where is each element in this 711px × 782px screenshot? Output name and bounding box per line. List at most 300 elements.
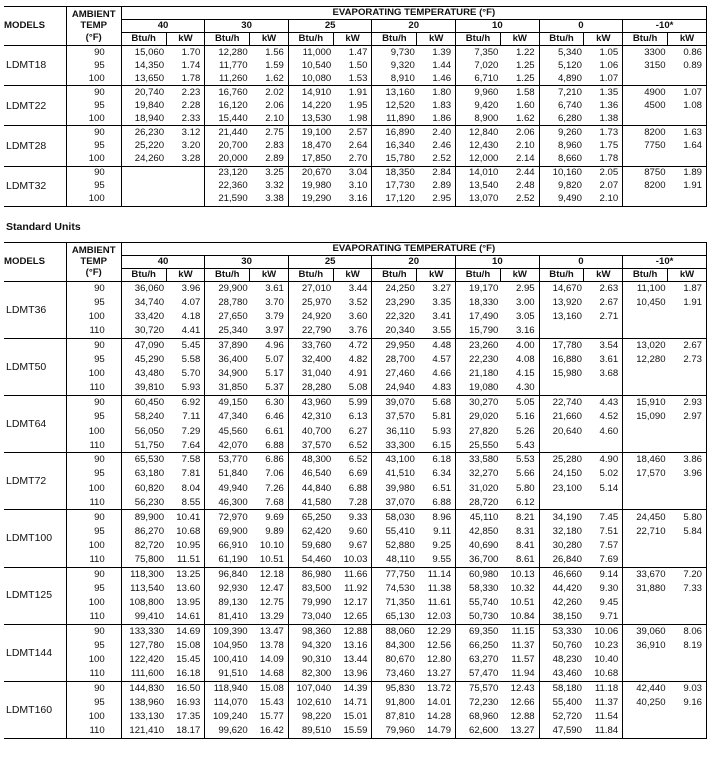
btu-value-cell: 16,760 bbox=[205, 86, 250, 99]
btu-value-cell: 40,690 bbox=[456, 539, 501, 553]
btu-value-cell bbox=[539, 324, 584, 338]
btu-value-cell: 37,570 bbox=[288, 438, 333, 452]
btu-value-cell: 100,410 bbox=[205, 653, 250, 667]
kw-unit-header: kW bbox=[250, 268, 289, 281]
kw-value-cell: 5.16 bbox=[500, 410, 539, 424]
evap-temp-header: 30 bbox=[205, 255, 289, 268]
btu-value-cell: 8,960 bbox=[539, 139, 584, 152]
kw-value-cell: 1.39 bbox=[417, 46, 456, 59]
btu-value-cell: 33,580 bbox=[456, 453, 501, 467]
ambient-temp-cell: 110 bbox=[66, 610, 121, 624]
btu-value-cell: 9,260 bbox=[539, 126, 584, 139]
kw-value-cell bbox=[668, 381, 707, 395]
kw-value-cell: 11.37 bbox=[584, 696, 623, 710]
btu-value-cell: 60,450 bbox=[121, 396, 166, 410]
ambient-temp-cell: 110 bbox=[66, 381, 121, 395]
kw-value-cell: 9.16 bbox=[668, 696, 707, 710]
btu-value-cell: 133,330 bbox=[121, 624, 166, 638]
kw-value-cell: 4.07 bbox=[166, 295, 205, 309]
btu-value-cell bbox=[623, 481, 668, 495]
kw-value-cell: 4.82 bbox=[333, 353, 372, 367]
btu-value-cell: 91,800 bbox=[372, 696, 417, 710]
model-name: LDMT22 bbox=[4, 86, 66, 126]
btu-value-cell: 122,420 bbox=[121, 653, 166, 667]
ambient-temp-cell: 95 bbox=[66, 353, 121, 367]
table-row bbox=[4, 153, 707, 166]
kw-value-cell: 10.06 bbox=[584, 624, 623, 638]
kw-value-cell: 2.02 bbox=[250, 86, 289, 99]
btu-value-cell: 86,270 bbox=[121, 524, 166, 538]
kw-value-cell: 2.70 bbox=[333, 153, 372, 166]
kw-value-cell: 7.69 bbox=[584, 553, 623, 567]
kw-value-cell: 2.44 bbox=[500, 166, 539, 179]
btu-value-cell: 17,120 bbox=[372, 193, 417, 206]
kw-value-cell: 4.48 bbox=[417, 338, 456, 352]
btu-value-cell: 14,010 bbox=[456, 166, 501, 179]
btu-value-cell: 121,410 bbox=[121, 724, 166, 738]
btu-value-cell: 31,040 bbox=[288, 367, 333, 381]
kw-value-cell: 4.18 bbox=[166, 310, 205, 324]
kw-value-cell bbox=[668, 710, 707, 724]
btu-value-cell: 22,230 bbox=[456, 353, 501, 367]
kw-value-cell bbox=[668, 367, 707, 381]
table-row bbox=[4, 724, 707, 738]
kw-value-cell: 5.26 bbox=[500, 424, 539, 438]
kw-value-cell: 1.89 bbox=[668, 166, 707, 179]
btu-value-cell: 32,180 bbox=[539, 524, 584, 538]
btu-value-cell: 30,720 bbox=[121, 324, 166, 338]
kw-value-cell: 2.95 bbox=[417, 193, 456, 206]
btu-value-cell: 8200 bbox=[623, 179, 668, 192]
btu-value-cell: 111,600 bbox=[121, 667, 166, 681]
kw-value-cell: 2.28 bbox=[166, 99, 205, 112]
kw-value-cell: 3.52 bbox=[333, 295, 372, 309]
btu-value-cell: 91,510 bbox=[205, 667, 250, 681]
btu-value-cell: 46,540 bbox=[288, 467, 333, 481]
kw-value-cell: 3.12 bbox=[166, 126, 205, 139]
kw-value-cell: 3.27 bbox=[417, 281, 456, 295]
kw-value-cell: 6.27 bbox=[333, 424, 372, 438]
kw-value-cell: 8.61 bbox=[500, 553, 539, 567]
kw-value-cell: 4.00 bbox=[500, 338, 539, 352]
kw-value-cell: 2.97 bbox=[668, 410, 707, 424]
kw-value-cell: 13.47 bbox=[250, 624, 289, 638]
kw-value-cell: 9.67 bbox=[333, 539, 372, 553]
btu-value-cell: 39,810 bbox=[121, 381, 166, 395]
btu-value-cell: 17,780 bbox=[539, 338, 584, 352]
btu-value-cell: 16,120 bbox=[205, 99, 250, 112]
btu-unit-header: Btu/h bbox=[539, 268, 584, 281]
kw-value-cell: 2.10 bbox=[250, 112, 289, 125]
btu-value-cell: 9,730 bbox=[372, 46, 417, 59]
table-row bbox=[4, 396, 707, 410]
kw-value-cell: 2.33 bbox=[166, 112, 205, 125]
btu-value-cell: 33,760 bbox=[288, 338, 333, 352]
btu-value-cell: 41,580 bbox=[288, 496, 333, 510]
kw-value-cell: 5.99 bbox=[333, 396, 372, 410]
btu-value-cell: 25,340 bbox=[205, 324, 250, 338]
btu-value-cell: 13,020 bbox=[623, 338, 668, 352]
btu-value-cell: 23,100 bbox=[539, 481, 584, 495]
btu-value-cell: 5,120 bbox=[539, 59, 584, 72]
table-row bbox=[4, 438, 707, 452]
ambient-temp-cell: 110 bbox=[66, 667, 121, 681]
table-row bbox=[4, 624, 707, 638]
evaporating-temperature-header: EVAPORATING TEMPERATURE (°F) bbox=[121, 242, 706, 255]
btu-value-cell: 88,060 bbox=[372, 624, 417, 638]
btu-value-cell: 36,910 bbox=[623, 639, 668, 653]
btu-value-cell: 3150 bbox=[623, 59, 668, 72]
kw-value-cell: 12.88 bbox=[333, 624, 372, 638]
btu-value-cell: 30,270 bbox=[456, 396, 501, 410]
kw-value-cell: 6.34 bbox=[417, 467, 456, 481]
btu-value-cell: 45,290 bbox=[121, 353, 166, 367]
kw-value-cell: 9.71 bbox=[584, 610, 623, 624]
models-header: MODELS bbox=[4, 242, 66, 281]
kw-value-cell: 14.61 bbox=[166, 610, 205, 624]
btu-value-cell: 11,000 bbox=[288, 46, 333, 59]
kw-value-cell: 3.28 bbox=[166, 153, 205, 166]
btu-value-cell: 25,280 bbox=[539, 453, 584, 467]
ambient-temp-cell: 95 bbox=[66, 524, 121, 538]
table-row bbox=[4, 179, 707, 192]
btu-value-cell: 10,450 bbox=[623, 295, 668, 309]
btu-value-cell: 60,820 bbox=[121, 481, 166, 495]
btu-unit-header: Btu/h bbox=[623, 33, 668, 46]
kw-value-cell: 2.52 bbox=[417, 153, 456, 166]
kw-value-cell: 12.47 bbox=[250, 581, 289, 595]
btu-value-cell: 8200 bbox=[623, 126, 668, 139]
btu-value-cell: 42,440 bbox=[623, 682, 668, 696]
kw-value-cell: 7.33 bbox=[668, 581, 707, 595]
kw-value-cell: 2.75 bbox=[250, 126, 289, 139]
kw-value-cell: 11.84 bbox=[584, 724, 623, 738]
btu-value-cell: 65,530 bbox=[121, 453, 166, 467]
btu-value-cell: 45,560 bbox=[205, 424, 250, 438]
btu-value-cell: 12,000 bbox=[456, 153, 501, 166]
ambient-temp-cell: 100 bbox=[66, 539, 121, 553]
evap-temp-header: 30 bbox=[205, 20, 289, 33]
btu-value-cell: 82,300 bbox=[288, 667, 333, 681]
kw-value-cell: 10.23 bbox=[584, 639, 623, 653]
ambient-temp-cell: 100 bbox=[66, 710, 121, 724]
kw-value-cell: 6.61 bbox=[250, 424, 289, 438]
btu-value-cell: 22,360 bbox=[205, 179, 250, 192]
kw-value-cell: 1.74 bbox=[166, 59, 205, 72]
kw-value-cell: 3.54 bbox=[584, 338, 623, 352]
btu-value-cell bbox=[539, 496, 584, 510]
btu-value-cell: 20,700 bbox=[205, 139, 250, 152]
ambient-temp-cell: 100 bbox=[66, 596, 121, 610]
btu-value-cell: 31,880 bbox=[623, 581, 668, 595]
kw-value-cell: 2.10 bbox=[500, 139, 539, 152]
btu-value-cell: 53,330 bbox=[539, 624, 584, 638]
table-row bbox=[4, 596, 707, 610]
table-row bbox=[4, 338, 707, 352]
table-row bbox=[4, 46, 707, 59]
ambient-temp-cell: 90 bbox=[66, 396, 121, 410]
kw-value-cell: 7.57 bbox=[584, 539, 623, 553]
kw-value-cell: 10.95 bbox=[166, 539, 205, 553]
table-row bbox=[4, 295, 707, 309]
kw-value-cell: 2.07 bbox=[584, 179, 623, 192]
btu-value-cell: 74,530 bbox=[372, 581, 417, 595]
kw-unit-header: kW bbox=[584, 33, 623, 46]
btu-value-cell: 41,510 bbox=[372, 467, 417, 481]
kw-value-cell bbox=[668, 596, 707, 610]
kw-value-cell bbox=[668, 153, 707, 166]
table-row bbox=[4, 496, 707, 510]
kw-value-cell: 5.43 bbox=[500, 438, 539, 452]
btu-value-cell: 33,300 bbox=[372, 438, 417, 452]
kw-value-cell bbox=[668, 112, 707, 125]
btu-value-cell bbox=[121, 179, 166, 192]
btu-unit-header: Btu/h bbox=[205, 268, 250, 281]
table-row bbox=[4, 126, 707, 139]
btu-value-cell: 8,910 bbox=[372, 72, 417, 85]
btu-value-cell: 34,190 bbox=[539, 510, 584, 524]
kw-value-cell bbox=[668, 667, 707, 681]
kw-value-cell: 7.28 bbox=[333, 496, 372, 510]
ambient-header-line: (°F) bbox=[85, 267, 102, 279]
table-row bbox=[4, 381, 707, 395]
kw-value-cell: 4.90 bbox=[584, 453, 623, 467]
ambient-temp-cell: 95 bbox=[66, 639, 121, 653]
ambient-temp-cell: 90 bbox=[66, 567, 121, 581]
kw-value-cell: 2.95 bbox=[500, 281, 539, 295]
kw-value-cell: 5.05 bbox=[500, 396, 539, 410]
ambient-temp-cell: 95 bbox=[66, 179, 121, 192]
btu-value-cell bbox=[623, 193, 668, 206]
ambient-temp-cell: 110 bbox=[66, 724, 121, 738]
kw-unit-header: kW bbox=[500, 268, 539, 281]
kw-value-cell: 1.25 bbox=[500, 72, 539, 85]
kw-value-cell: 8.41 bbox=[500, 539, 539, 553]
ambient-temp-cell: 110 bbox=[66, 496, 121, 510]
btu-value-cell bbox=[539, 438, 584, 452]
kw-value-cell: 1.46 bbox=[417, 72, 456, 85]
btu-value-cell: 27,460 bbox=[372, 367, 417, 381]
kw-value-cell: 1.22 bbox=[500, 46, 539, 59]
btu-value-cell: 34,740 bbox=[121, 295, 166, 309]
btu-value-cell bbox=[623, 496, 668, 510]
kw-value-cell: 15.01 bbox=[333, 710, 372, 724]
table-row bbox=[4, 193, 707, 206]
kw-value-cell: 3.41 bbox=[417, 310, 456, 324]
kw-value-cell: 1.59 bbox=[250, 59, 289, 72]
kw-value-cell: 4.91 bbox=[333, 367, 372, 381]
kw-value-cell: 6.69 bbox=[333, 467, 372, 481]
model-name: LDMT160 bbox=[4, 682, 66, 739]
kw-value-cell: 1.78 bbox=[166, 72, 205, 85]
kw-value-cell: 2.93 bbox=[668, 396, 707, 410]
btu-value-cell: 29,950 bbox=[372, 338, 417, 352]
kw-value-cell: 7.68 bbox=[250, 496, 289, 510]
btu-value-cell: 14,910 bbox=[288, 86, 333, 99]
btu-value-cell: 31,850 bbox=[205, 381, 250, 395]
kw-value-cell: 4.66 bbox=[417, 367, 456, 381]
btu-value-cell: 25,220 bbox=[121, 139, 166, 152]
kw-value-cell: 1.50 bbox=[333, 59, 372, 72]
btu-value-cell: 55,740 bbox=[456, 596, 501, 610]
btu-value-cell: 13,530 bbox=[288, 112, 333, 125]
btu-value-cell: 98,360 bbox=[288, 624, 333, 638]
model-name: LDMT36 bbox=[4, 281, 66, 338]
evaporating-temperature-header: EVAPORATING TEMPERATURE (°F) bbox=[121, 7, 706, 20]
btu-value-cell: 26,840 bbox=[539, 553, 584, 567]
btu-value-cell: 51,750 bbox=[121, 438, 166, 452]
btu-value-cell: 15,090 bbox=[623, 410, 668, 424]
kw-value-cell: 5.37 bbox=[250, 381, 289, 395]
btu-value-cell: 34,900 bbox=[205, 367, 250, 381]
kw-value-cell: 4.43 bbox=[584, 396, 623, 410]
btu-value-cell: 107,040 bbox=[288, 682, 333, 696]
kw-value-cell: 14.01 bbox=[417, 696, 456, 710]
btu-unit-header: Btu/h bbox=[623, 268, 668, 281]
kw-value-cell: 14.71 bbox=[333, 696, 372, 710]
kw-value-cell: 15.77 bbox=[250, 710, 289, 724]
btu-unit-header: Btu/h bbox=[121, 268, 166, 281]
kw-value-cell: 15.08 bbox=[250, 682, 289, 696]
kw-value-cell: 4.72 bbox=[333, 338, 372, 352]
btu-value-cell: 118,300 bbox=[121, 567, 166, 581]
kw-value-cell: 4.41 bbox=[166, 324, 205, 338]
btu-value-cell: 33,420 bbox=[121, 310, 166, 324]
btu-value-cell: 16,890 bbox=[372, 126, 417, 139]
btu-value-cell: 69,350 bbox=[456, 624, 501, 638]
kw-value-cell: 9.45 bbox=[584, 596, 623, 610]
btu-value-cell: 57,470 bbox=[456, 667, 501, 681]
btu-value-cell: 19,100 bbox=[288, 126, 333, 139]
kw-value-cell: 7.20 bbox=[668, 567, 707, 581]
btu-value-cell: 23,290 bbox=[372, 295, 417, 309]
kw-value-cell: 3.05 bbox=[500, 310, 539, 324]
ambient-header-line: TEMP bbox=[80, 20, 108, 32]
btu-value-cell: 55,410 bbox=[372, 524, 417, 538]
kw-value-cell: 5.84 bbox=[668, 524, 707, 538]
btu-value-cell: 13,160 bbox=[539, 310, 584, 324]
btu-value-cell: 9,960 bbox=[456, 86, 501, 99]
kw-value-cell: 12.66 bbox=[500, 696, 539, 710]
btu-value-cell bbox=[623, 553, 668, 567]
kw-value-cell: 12.75 bbox=[250, 596, 289, 610]
evap-temp-header: 20 bbox=[372, 20, 456, 33]
kw-value-cell: 9.30 bbox=[584, 581, 623, 595]
kw-value-cell: 11.57 bbox=[500, 653, 539, 667]
btu-value-cell: 109,240 bbox=[205, 710, 250, 724]
btu-value-cell: 68,960 bbox=[456, 710, 501, 724]
ambient-header-line: AMBIENT bbox=[71, 245, 116, 257]
table-row bbox=[4, 710, 707, 724]
kw-value-cell: 0.89 bbox=[668, 59, 707, 72]
btu-value-cell: 10,540 bbox=[288, 59, 333, 72]
kw-value-cell: 5.80 bbox=[668, 510, 707, 524]
kw-value-cell: 13.16 bbox=[333, 639, 372, 653]
kw-value-cell: 16.18 bbox=[166, 667, 205, 681]
kw-value-cell: 12.56 bbox=[417, 639, 456, 653]
ambient-temp-header bbox=[66, 7, 121, 46]
kw-value-cell: 1.98 bbox=[333, 112, 372, 125]
ambient-temp-cell: 100 bbox=[66, 424, 121, 438]
kw-value-cell: 2.52 bbox=[500, 193, 539, 206]
btu-value-cell bbox=[623, 610, 668, 624]
table-row bbox=[4, 59, 707, 72]
table-row bbox=[4, 86, 707, 99]
evap-temp-header: 0 bbox=[539, 20, 623, 33]
btu-value-cell: 9,490 bbox=[539, 193, 584, 206]
btu-value-cell: 42,850 bbox=[456, 524, 501, 538]
header-row bbox=[4, 7, 707, 20]
kw-value-cell: 1.91 bbox=[333, 86, 372, 99]
kw-value-cell: 1.47 bbox=[333, 46, 372, 59]
kw-value-cell: 18.17 bbox=[166, 724, 205, 738]
btu-value-cell: 4,890 bbox=[539, 72, 584, 85]
btu-value-cell: 50,760 bbox=[539, 639, 584, 653]
kw-value-cell: 5.93 bbox=[166, 381, 205, 395]
kw-value-cell: 1.91 bbox=[668, 295, 707, 309]
kw-value-cell: 2.73 bbox=[668, 353, 707, 367]
kw-value-cell: 5.58 bbox=[166, 353, 205, 367]
btu-unit-header: Btu/h bbox=[456, 33, 501, 46]
btu-value-cell: 55,400 bbox=[539, 696, 584, 710]
btu-value-cell: 65,250 bbox=[288, 510, 333, 524]
btu-value-cell: 25,970 bbox=[288, 295, 333, 309]
kw-value-cell: 3.60 bbox=[333, 310, 372, 324]
ambient-temp-cell: 90 bbox=[66, 86, 121, 99]
btu-value-cell: 16,340 bbox=[372, 139, 417, 152]
kw-value-cell: 3.96 bbox=[668, 467, 707, 481]
btu-value-cell: 11,100 bbox=[623, 281, 668, 295]
kw-value-cell: 11.18 bbox=[584, 682, 623, 696]
kw-value-cell: 6.88 bbox=[417, 496, 456, 510]
kw-value-cell: 1.08 bbox=[668, 99, 707, 112]
kw-value-cell: 7.45 bbox=[584, 510, 623, 524]
btu-value-cell bbox=[539, 381, 584, 395]
evap-temp-header: 0 bbox=[539, 255, 623, 268]
btu-value-cell: 10,160 bbox=[539, 166, 584, 179]
model-name: LDMT64 bbox=[4, 396, 66, 453]
kw-value-cell: 12.65 bbox=[333, 610, 372, 624]
kw-value-cell: 1.62 bbox=[500, 112, 539, 125]
kw-value-cell: 12.17 bbox=[333, 596, 372, 610]
ambient-temp-cell: 95 bbox=[66, 467, 121, 481]
kw-value-cell: 9.55 bbox=[417, 553, 456, 567]
kw-value-cell: 13.96 bbox=[333, 667, 372, 681]
btu-value-cell: 28,780 bbox=[205, 295, 250, 309]
btu-value-cell bbox=[121, 193, 166, 206]
btu-value-cell: 43,460 bbox=[539, 667, 584, 681]
btu-value-cell: 6,710 bbox=[456, 72, 501, 85]
btu-value-cell: 31,020 bbox=[456, 481, 501, 495]
kw-value-cell: 3.68 bbox=[584, 367, 623, 381]
kw-value-cell: 3.70 bbox=[250, 295, 289, 309]
kw-value-cell: 7.29 bbox=[166, 424, 205, 438]
btu-value-cell: 66,910 bbox=[205, 539, 250, 553]
btu-value-cell: 39,070 bbox=[372, 396, 417, 410]
ambient-temp-cell: 95 bbox=[66, 99, 121, 112]
btu-value-cell: 84,300 bbox=[372, 639, 417, 653]
kw-value-cell: 1.75 bbox=[584, 139, 623, 152]
btu-value-cell: 62,600 bbox=[456, 724, 501, 738]
model-name: LDMT28 bbox=[4, 126, 66, 166]
btu-value-cell: 8,900 bbox=[456, 112, 501, 125]
btu-value-cell: 58,180 bbox=[539, 682, 584, 696]
kw-value-cell: 6.92 bbox=[166, 396, 205, 410]
btu-value-cell bbox=[623, 539, 668, 553]
kw-value-cell: 15.59 bbox=[333, 724, 372, 738]
header-row bbox=[4, 242, 707, 255]
kw-value-cell: 12.80 bbox=[417, 653, 456, 667]
